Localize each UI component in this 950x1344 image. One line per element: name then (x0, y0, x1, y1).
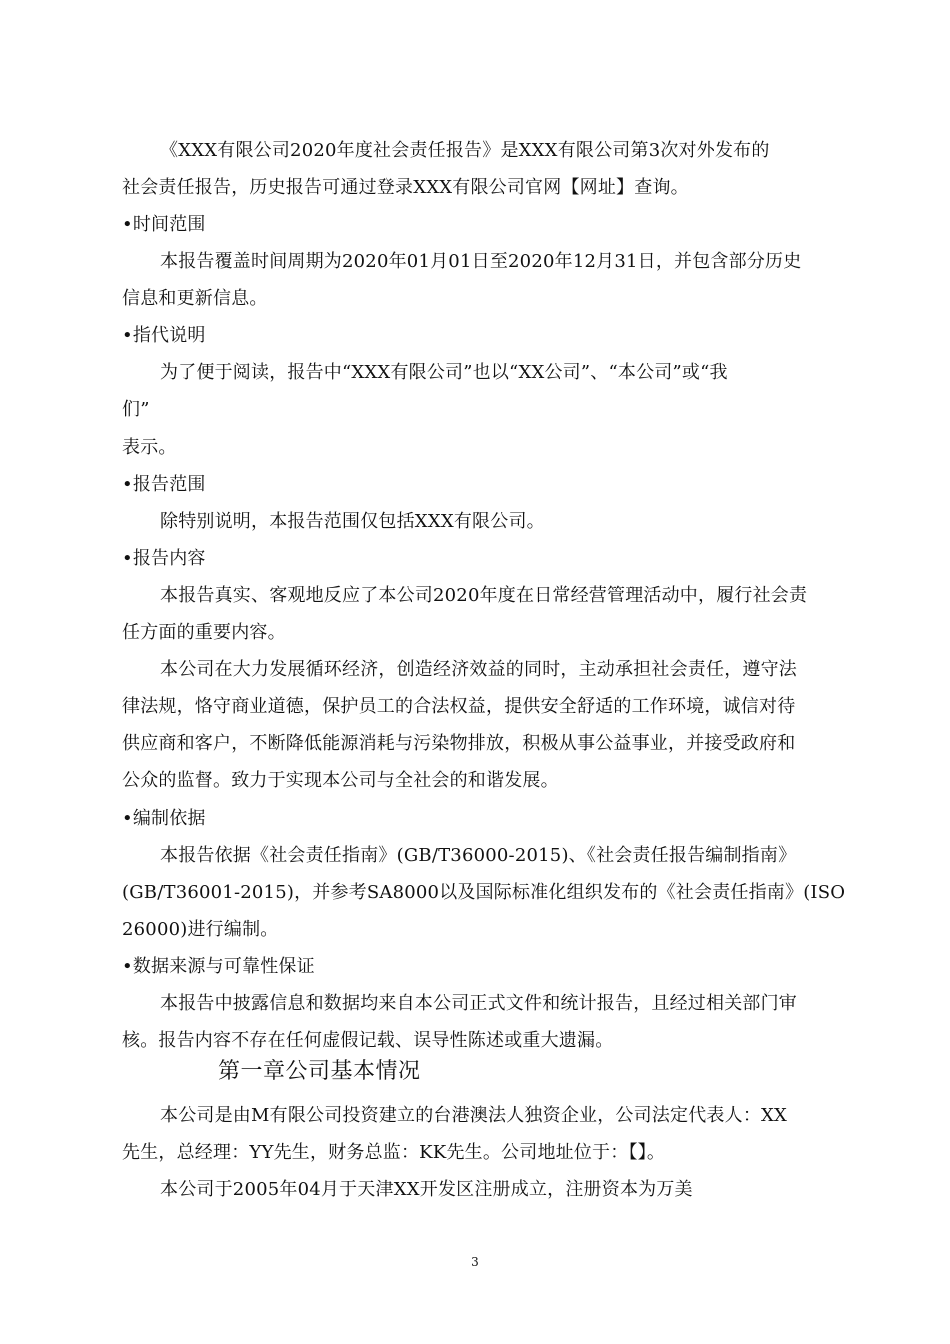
compilation-basis-line-1: 本报告依据《社会责任指南》(GB/T36000-2015)、《社会责任报告编制指南》 (160, 845, 797, 866)
report-content-p1-line-2: 任方面的重要内容。 (122, 622, 286, 643)
section-heading-report-scope: •报告范围 (122, 474, 206, 495)
section-heading-data-reliability: •数据来源与可靠性保证 (122, 956, 315, 977)
reference-note-line-1: 为了便于阅读，报告中“XXX有限公司”也以“XX公司”、“本公司”或“我 (160, 362, 728, 383)
intro-line-2: 社会责任报告，历史报告可通过登录XXX有限公司官网【网址】查询。 (122, 177, 689, 198)
chapter1-p1-line-2: 先生，总经理：YY先生，财务总监：KK先生。公司地址位于：【】。 (122, 1142, 666, 1163)
intro-line-1: 《XXX有限公司2020年度社会责任报告》是XXX有限公司第3次对外发布的 (160, 140, 770, 161)
section-heading-time-scope: •时间范围 (122, 214, 206, 235)
section-heading-compilation-basis: •编制依据 (122, 808, 206, 829)
report-content-p2-line-3: 供应商和客户，不断降低能源消耗与污染物排放，积极从事公益事业，并接受政府和 (122, 733, 796, 754)
report-scope-line-1: 除特别说明，本报告范围仅包括XXX有限公司。 (160, 511, 545, 532)
chapter-title: 第一章公司基本情况 (218, 1059, 421, 1084)
time-scope-line-1: 本报告覆盖时间周期为2020年01月01日至2020年12月31日，并包含部分历史 (160, 251, 802, 272)
chapter1-p1-line-1: 本公司是由M有限公司投资建立的台港澳法人独资企业，公司法定代表人：XX (160, 1105, 788, 1126)
report-content-p1-line-1: 本报告真实、客观地反应了本公司2020年度在日常经营管理活动中，履行社会责 (160, 585, 808, 606)
section-heading-reference-note: •指代说明 (122, 325, 206, 346)
reference-note-line-3: 表示。 (122, 437, 177, 458)
data-reliability-line-2: 核。报告内容不存在任何虚假记载、误导性陈述或重大遗漏。 (122, 1030, 614, 1051)
reference-note-line-2: 们” (122, 399, 150, 420)
page-number: 3 (471, 1255, 479, 1269)
report-content-p2-line-2: 律法规，恪守商业道德，保护员工的合法权益，提供安全舒适的工作环境，诚信对待 (122, 696, 796, 717)
section-heading-report-content: •报告内容 (122, 548, 206, 569)
chapter1-p2-line-1: 本公司于2005年04月于天津XX开发区注册成立，注册资本为万美 (160, 1179, 693, 1200)
data-reliability-line-1: 本报告中披露信息和数据均来自本公司正式文件和统计报告，且经过相关部门审 (160, 993, 797, 1014)
compilation-basis-line-2: (GB/T36001-2015)，并参考SA8000以及国际标准化组织发布的《社会责任指南》(ISO (122, 882, 846, 903)
report-content-p2-line-1: 本公司在大力发展循环经济，创造经济效益的同时，主动承担社会责任，遵守法 (160, 659, 797, 680)
time-scope-line-2: 信息和更新信息。 (122, 288, 268, 309)
report-content-p2-line-4: 公众的监督。致力于实现本公司与全社会的和谐发展。 (122, 770, 559, 791)
compilation-basis-line-3: 26000)进行编制。 (122, 919, 279, 940)
